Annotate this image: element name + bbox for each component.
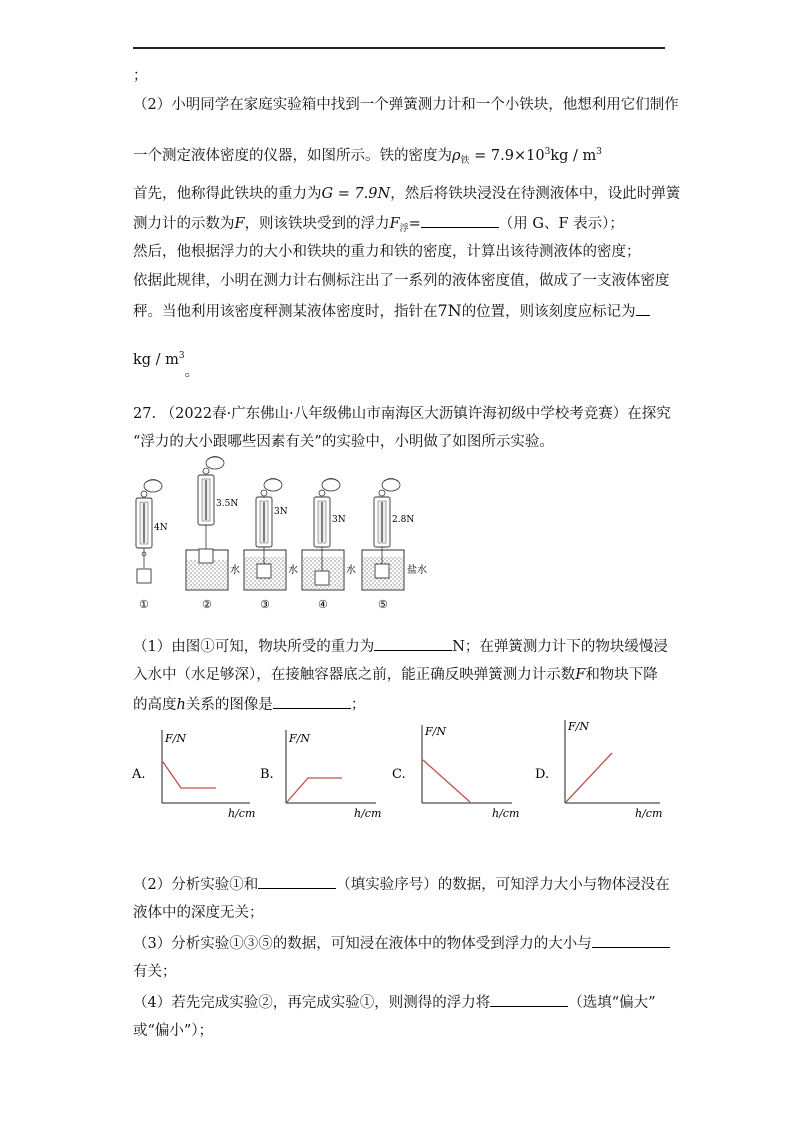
option-d-ylabel: F/N — [568, 720, 589, 733]
graph-option-a[interactable] — [131, 730, 255, 820]
setup-3 — [244, 479, 298, 612]
q27-line-1: 27. （2022春·广东佛山·八年级佛山市南海区大沥镇许海初级中学校考竞赛）在探究 — [133, 406, 671, 422]
option-c-ylabel: F/N — [425, 725, 446, 738]
q2-line-4-text-d: （用 G、F 表示）； — [498, 216, 624, 232]
s1-text-b: N；在弹簧测力计下的物块缓慢浸 — [452, 639, 668, 655]
hand-icon-4 — [322, 479, 340, 492]
option-d-xlabel: h/cm — [635, 807, 663, 820]
option-d-line — [566, 753, 612, 802]
gravity-expression: G = 7.9N — [321, 186, 391, 202]
option-b-line — [287, 778, 342, 802]
option-c-line — [423, 760, 470, 802]
s3-text-a: （3）分析实验①③⑤的数据，可知浸在液体中的物体受到浮力的大小与 — [133, 936, 592, 952]
leading-semicolon: ； — [133, 68, 148, 84]
s1-text-g: ； — [350, 697, 366, 713]
option-b-label: B. — [260, 767, 274, 782]
answer-blank-graph[interactable] — [273, 694, 351, 709]
rho-unit-exponent: 3 — [596, 147, 602, 157]
s1-h-symbol: h — [176, 697, 186, 713]
graph-option-b[interactable] — [260, 730, 381, 820]
setup-5 — [362, 479, 427, 612]
q2-line-3-text-b: ，然后将铁块浸没在待测液体中，设此时弹簧 — [390, 186, 681, 202]
header-rule — [133, 47, 665, 49]
block-4 — [315, 571, 329, 585]
label-2: ② — [202, 598, 212, 611]
setup-2 — [186, 457, 240, 612]
s4-line-2: 或“偏小”）； — [133, 1023, 214, 1039]
reading-1: 4N — [154, 523, 168, 533]
graph-option-c[interactable] — [392, 725, 519, 820]
rho-symbol: ρ — [452, 148, 461, 164]
pointer-reading: 7N — [437, 301, 462, 320]
q2-line-7-text-a: 秤。当他利用该密度秤测某液体密度时，指针在 — [133, 304, 438, 320]
option-a-ylabel: F/N — [165, 732, 186, 745]
label-1: ① — [139, 598, 149, 611]
buoyancy-subscript: 浮 — [399, 224, 409, 234]
s1-line-2 — [133, 665, 658, 685]
rho-subscript: 铁 — [460, 156, 470, 166]
option-b-ylabel: F/N — [289, 732, 310, 745]
setup-1 — [136, 480, 168, 612]
s1-line-1 — [133, 636, 668, 657]
s2-text-b: （填实验序号）的数据，可知浮力大小与物体浸没在 — [336, 877, 670, 893]
s1-line-3 — [133, 694, 365, 715]
q2-line-1: （2）小明同学在家庭实验箱中找到一个弹簧测力计和一个小铁块，他想利用它们制作 — [133, 97, 679, 113]
answer-blank-gravity[interactable] — [374, 636, 452, 651]
rho-value: = 7.9×10 — [469, 148, 545, 164]
answer-blank-factor[interactable] — [592, 933, 670, 948]
q2-line-8 — [133, 346, 200, 380]
reading-2: 3.5N — [216, 499, 239, 509]
F-symbol: F — [234, 216, 245, 232]
q2-line-2-text: 一个测定液体密度的仪器，如图所示。铁的密度为 — [133, 148, 452, 164]
equals-sign: = — [408, 216, 421, 232]
q2-line-4-text-a: 测力计的示数为 — [133, 216, 235, 232]
q27-line-2: “浮力的大小跟哪些因素有关”的实验中，小明做了如图所示实验。 — [133, 434, 554, 450]
hand-icon-1 — [144, 480, 162, 493]
reading-4: 3N — [332, 515, 346, 525]
s1-text-a: （1）由图①可知，物块所受的重力为 — [133, 639, 375, 655]
option-d-label: D. — [535, 767, 550, 782]
s2-text-a: （2）分析实验①和 — [133, 877, 259, 893]
s1-text-e: 的高度 — [133, 697, 177, 713]
option-a-label: A. — [132, 767, 146, 782]
label-5: ⑤ — [378, 598, 388, 611]
hand-icon-3 — [264, 479, 282, 492]
q2-line-7-text-c: 的位置，则该刻度应标记为 — [461, 304, 636, 320]
full-stop: 。 — [184, 364, 200, 380]
option-c-label: C. — [392, 767, 406, 782]
liquid-label-5: 盐水 — [407, 565, 427, 576]
q2-line-7 — [133, 301, 650, 322]
q2-line-3 — [133, 184, 680, 204]
s1-text-f: 关系的图像是 — [185, 697, 273, 713]
hand-icon-5 — [382, 479, 400, 492]
liquid-label-4: 水 — [346, 565, 356, 576]
answer-blank-buoyancy[interactable] — [421, 213, 499, 228]
reading-5: 2.8N — [392, 515, 415, 525]
rho-unit: kg / m — [550, 148, 597, 164]
q2-line-3-text-a: 首先，他称得此铁块的重力为 — [133, 186, 322, 202]
experiment-figure — [126, 456, 456, 616]
density-unit: kg / m — [133, 352, 179, 368]
block-5 — [375, 564, 389, 578]
option-b-xlabel: h/cm — [354, 807, 382, 820]
q2-line-2 — [133, 142, 602, 171]
s2-line-1 — [133, 874, 670, 895]
s4-text-a: （4）若先完成实验②，再完成实验①，则测得的浮力将 — [133, 995, 491, 1011]
reading-3: 3N — [274, 507, 288, 517]
liquid-label-2: 水 — [230, 565, 240, 576]
q2-line-5: 然后，他根据浮力的大小和铁块的重力和铁的密度，计算出该待测液体的密度； — [133, 244, 641, 260]
block-1 — [137, 569, 151, 583]
answer-blank-experiment[interactable] — [258, 874, 336, 889]
s4-text-b: （选填“偏大” — [568, 995, 656, 1011]
q2-line-4-text-b: ，则该铁块受到的浮力 — [244, 216, 390, 232]
answer-blank-bias[interactable] — [490, 992, 568, 1007]
buoyancy-symbol: F — [389, 216, 400, 232]
setup-4 — [302, 479, 356, 612]
liquid-label-3: 水 — [288, 565, 298, 576]
s3-line-1 — [133, 933, 670, 954]
s1-text-d: 和物块下降 — [585, 667, 658, 683]
block-2 — [199, 549, 213, 563]
option-a-line — [163, 762, 216, 788]
s1-F-symbol: F — [575, 667, 586, 683]
label-4: ④ — [318, 598, 328, 611]
block-3 — [257, 564, 271, 578]
s2-line-2: 液体中的深度无关； — [133, 905, 264, 921]
graph-options — [130, 720, 670, 830]
s1-text-c: 入水中（水足够深），在接触容器底之前，能正确反映弹簧测力计示数 — [133, 667, 576, 683]
label-3: ③ — [260, 598, 270, 611]
option-a-xlabel: h/cm — [228, 807, 256, 820]
s4-line-1 — [133, 992, 656, 1013]
density-unit-exponent: 3 — [178, 351, 185, 361]
option-c-xlabel: h/cm — [492, 807, 520, 820]
q2-line-4 — [133, 213, 624, 239]
graph-option-d[interactable] — [535, 720, 662, 820]
s3-line-2: 有关； — [133, 964, 177, 980]
answer-blank-density[interactable] — [636, 301, 650, 316]
hand-icon-2 — [206, 457, 224, 470]
q2-line-6: 依据此规律，小明在测力计右侧标注出了一系列的液体密度值，做成了一支液体密度 — [133, 273, 670, 289]
rho-exponent: 3 — [544, 147, 551, 157]
